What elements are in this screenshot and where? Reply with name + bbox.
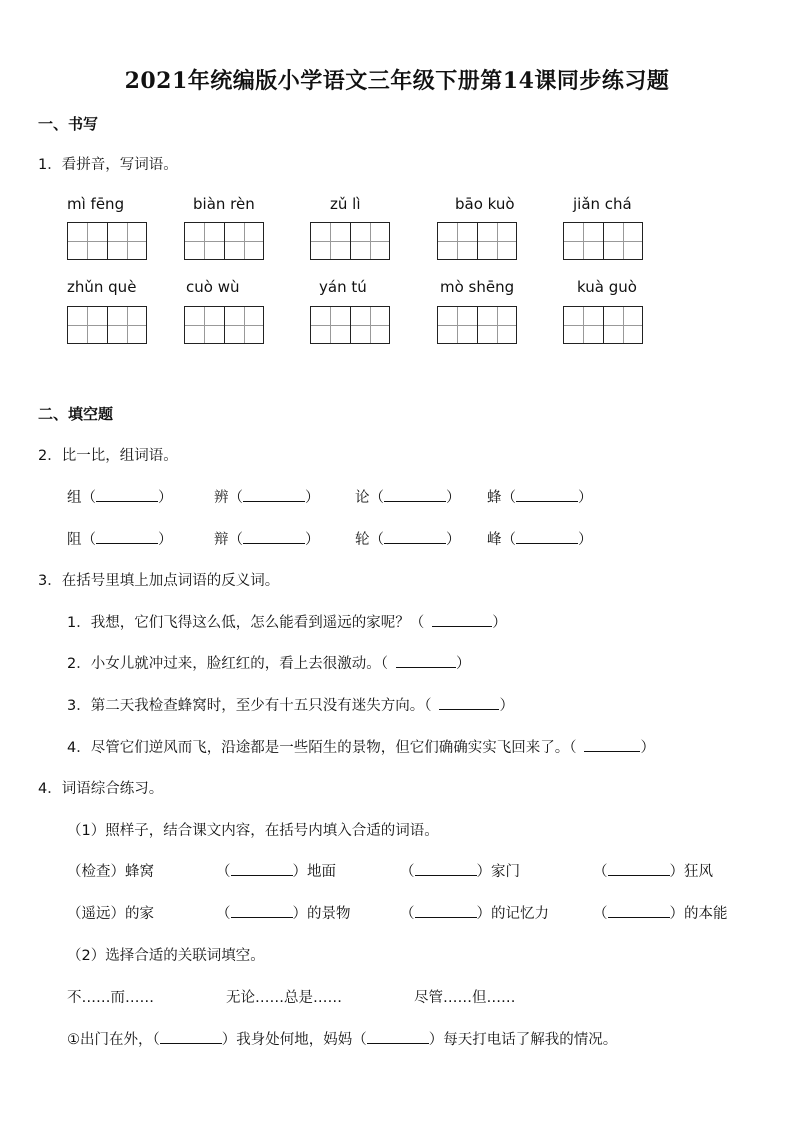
antonym-item: 2．小女儿就冲过来，脸红红的，看上去很激动。（ ）: [67, 656, 471, 672]
answer-blank[interactable]: [432, 614, 492, 627]
writing-grid[interactable]: [67, 306, 147, 344]
example-phrase: （检查）蜂窝: [67, 864, 154, 880]
question-4-prompt: 4．词语综合练习。: [38, 781, 164, 797]
phrase-fill-item: （ ）家门: [400, 864, 520, 880]
word-pair-item: 辨（ ）: [214, 490, 320, 506]
answer-blank[interactable]: [160, 1031, 222, 1044]
writing-grid[interactable]: [184, 306, 264, 344]
answer-blank[interactable]: [584, 739, 640, 752]
pinyin-label: zǔ lì: [330, 195, 361, 213]
page-title: 2021年统编版小学语文三年级下册第14课同步练习题: [124, 68, 670, 94]
section-2-heading: 二、填空题: [38, 405, 114, 423]
pinyin-label: jiǎn chá: [573, 195, 632, 213]
answer-blank[interactable]: [516, 489, 578, 502]
answer-blank[interactable]: [516, 531, 578, 544]
answer-blank[interactable]: [96, 531, 158, 544]
answer-blank[interactable]: [96, 489, 158, 502]
word-pair-item: 阻（ ）: [67, 532, 173, 548]
conjunction-option: 不……而……: [67, 990, 154, 1006]
pinyin-label: bāo kuò: [455, 195, 515, 213]
phrase-fill-item: （ ）的本能: [593, 906, 728, 922]
answer-blank[interactable]: [367, 1031, 429, 1044]
phrase-fill-item: （ ）的记忆力: [400, 906, 549, 922]
word-pair-item: 轮（ ）: [355, 532, 461, 548]
section-1-heading: 一、书写: [38, 115, 99, 133]
pinyin-label: yán tú: [319, 278, 367, 296]
answer-blank[interactable]: [231, 905, 293, 918]
answer-blank[interactable]: [439, 697, 499, 710]
answer-blank[interactable]: [384, 489, 446, 502]
answer-blank[interactable]: [396, 655, 456, 668]
conjunction-option: 尽管……但……: [414, 990, 516, 1006]
pinyin-label: biàn rèn: [193, 195, 255, 213]
question-1-prompt: 1．看拼音，写词语。: [38, 157, 178, 173]
answer-blank[interactable]: [608, 905, 670, 918]
word-pair-item: 辩（ ）: [214, 532, 320, 548]
antonym-item: 1．我想，它们飞得这么低，怎么能看到遥远的家呢？（ ）: [67, 615, 507, 631]
pinyin-label: mì fēng: [67, 195, 125, 213]
word-pair-item: 组（ ）: [67, 490, 173, 506]
question-4-part-2: （2）选择合适的关联词填空。: [67, 948, 265, 964]
conjunction-option: 无论……总是……: [226, 990, 342, 1006]
writing-grid[interactable]: [310, 222, 390, 260]
pinyin-label: cuò wù: [186, 278, 240, 296]
pinyin-label: kuà guò: [577, 278, 637, 296]
word-pair-item: 论（ ）: [355, 490, 461, 506]
question-3-prompt: 3．在括号里填上加点词语的反义词。: [38, 573, 280, 589]
antonym-item: 4．尽管它们逆风而飞，沿途都是一些陌生的景物，但它们确确实实飞回来了。（ ）: [67, 740, 655, 756]
fill-sentence: ①出门在外，（ ）我身处何地，妈妈（ ）每天打电话了解我的情况。: [67, 1032, 618, 1048]
example-phrase: （遥远）的家: [67, 906, 154, 922]
pinyin-label: mò shēng: [440, 278, 515, 296]
writing-grid[interactable]: [563, 222, 643, 260]
answer-blank[interactable]: [243, 489, 305, 502]
answer-blank[interactable]: [243, 531, 305, 544]
question-2-prompt: 2．比一比，组词语。: [38, 448, 178, 464]
writing-grid[interactable]: [437, 222, 517, 260]
answer-blank[interactable]: [415, 905, 477, 918]
writing-grid[interactable]: [563, 306, 643, 344]
antonym-item: 3．第二天我检查蜂窝时，至少有十五只没有迷失方向。（ ）: [67, 698, 514, 714]
phrase-fill-item: （ ）的景物: [216, 906, 351, 922]
writing-grid[interactable]: [67, 222, 147, 260]
pinyin-label: zhǔn què: [67, 278, 137, 296]
phrase-fill-item: （ ）地面: [216, 864, 336, 880]
answer-blank[interactable]: [415, 863, 477, 876]
answer-blank[interactable]: [384, 531, 446, 544]
phrase-fill-item: （ ）狂风: [593, 864, 713, 880]
word-pair-item: 蜂（ ）: [487, 490, 593, 506]
answer-blank[interactable]: [231, 863, 293, 876]
writing-grid[interactable]: [437, 306, 517, 344]
word-pair-item: 峰（ ）: [487, 532, 593, 548]
writing-grid[interactable]: [310, 306, 390, 344]
question-4-part-1: （1）照样子，结合课文内容，在括号内填入合适的词语。: [67, 823, 439, 839]
writing-grid[interactable]: [184, 222, 264, 260]
answer-blank[interactable]: [608, 863, 670, 876]
